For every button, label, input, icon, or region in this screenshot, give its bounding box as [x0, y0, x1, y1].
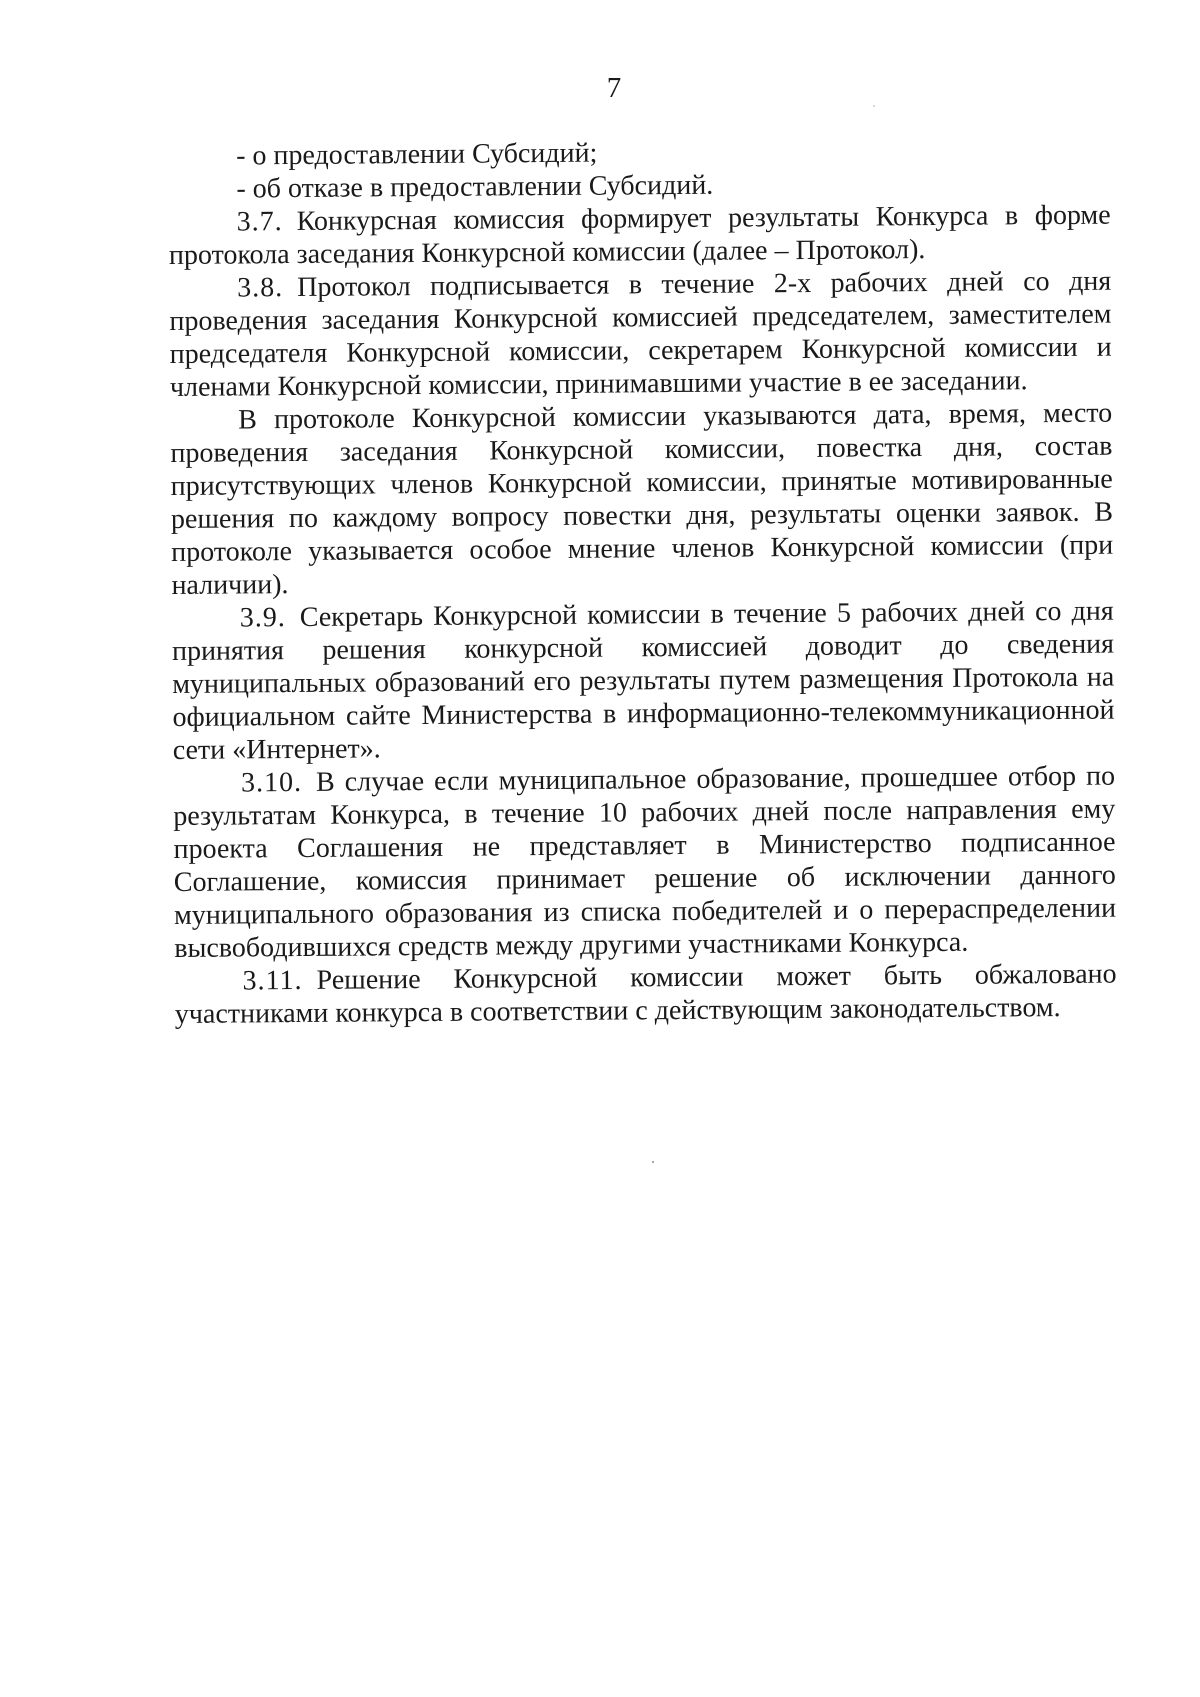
- list-item: - о предоставлении Субсидий;: [236, 137, 598, 172]
- paragraph-3-8: [169, 265, 1112, 404]
- clause-number: 3.8.: [237, 272, 284, 304]
- paragraph-text: Конкурсная комиссия формирует результаты Конкурса в форме протокола заседания Конкурсной комиссии (далее – Протокол).: [168, 199, 1111, 271]
- scan-speck: [873, 105, 875, 107]
- scan-speck: [652, 1161, 654, 1163]
- paragraph-text: Секретарь Конкурсной комиссии в течение 5 рабочих дней со дня принятия решения конкурсной комиссией доводит до сведения муниципальных образований его результаты путем размещения Протокола на официальном сайте Министерства в информационно-телекоммуникационной сети «Интернет».: [171, 595, 1115, 766]
- list-item: - об отказе в предоставлении Субсидий.: [236, 169, 714, 205]
- paragraph-text: В протоколе Конкурсной комиссии указываются дата, время, место проведения заседания Конкурсной комиссии, повестка дня, состав присутствующих членов Конкурсной комиссии, принятые мотивированные решения по каждому вопросу повестки дня, результаты оценки заявок. В протоколе указывается особое мнение членов Конкурсной комиссии (при наличии).: [170, 397, 1114, 601]
- paragraph-3-7: [169, 199, 1111, 272]
- paragraph-text: Протокол подписывается в течение 2-х рабочих дней со дня проведения заседания Конкурсной комиссией председателем, заместителем председателя Конкурсной комиссии, секретарем Конкурсной комиссии и членами Конкурсной комиссии, принимавшими участие в ее заседании.: [169, 265, 1112, 403]
- paragraph-3-9: [172, 595, 1115, 767]
- clause-number: 3.9.: [239, 602, 286, 634]
- paragraph-protocol-contents: [170, 397, 1114, 602]
- clause-number: 3.11.: [242, 964, 303, 997]
- document-body: [168, 133, 1117, 1031]
- paragraph-3-11: [174, 958, 1116, 1031]
- paragraph-text: В случае если муниципальное образование, прошедшее отбор по результатам Конкурса, в течение 10 рабочих дней после направления ему проекта Соглашения не представляет в Министерство подписанное Соглашение, комиссия принимает решение об исключении данного муниципального образования из списка победителей и о перераспределении высвободившихся средств между другими участниками Конкурса.: [173, 760, 1117, 964]
- paragraph-text: Решение Конкурсной комиссии может быть обжаловано участниками конкурса в соответствии с действующим законодательством.: [174, 958, 1117, 1030]
- clause-number: 3.10.: [240, 766, 303, 799]
- page-number: 7: [606, 72, 622, 104]
- paragraph-3-10: [173, 760, 1117, 965]
- clause-number: 3.7.: [236, 206, 283, 238]
